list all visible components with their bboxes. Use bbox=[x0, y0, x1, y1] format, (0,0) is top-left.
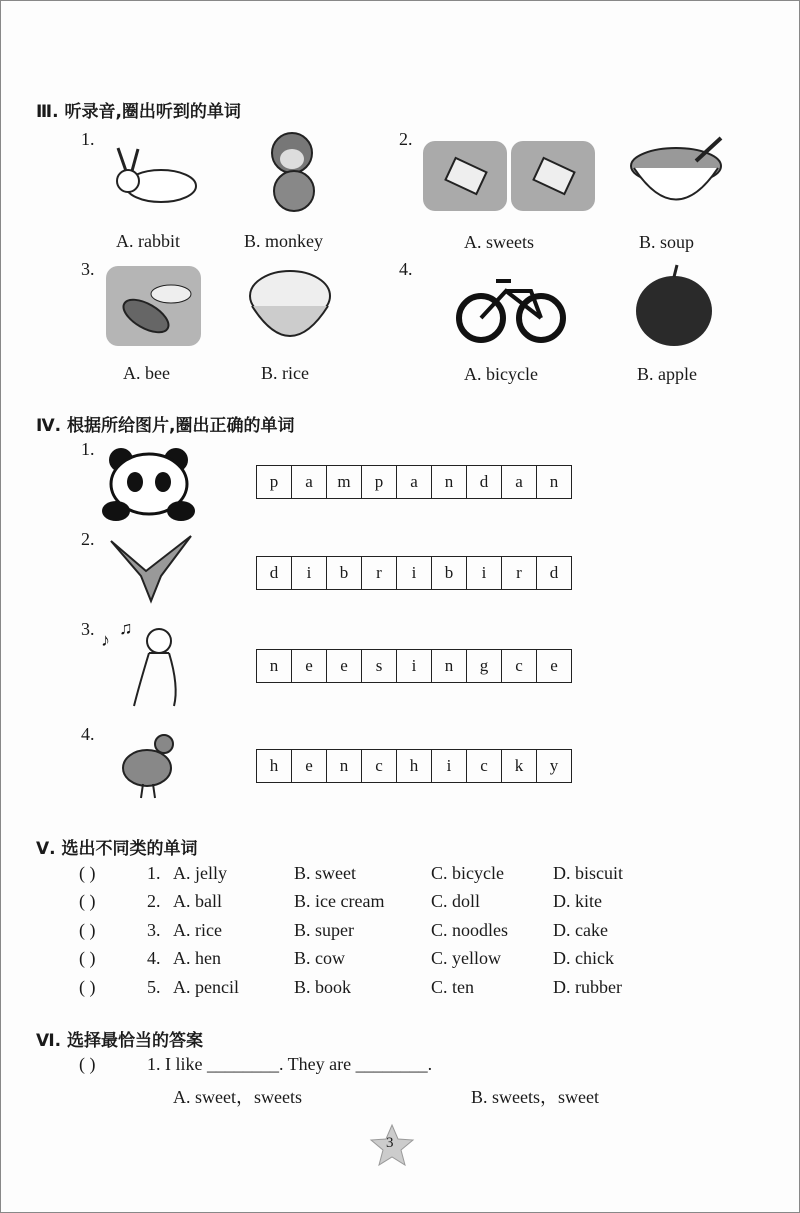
letter-cell[interactable]: a bbox=[292, 466, 327, 498]
letter-cell[interactable]: y bbox=[549, 756, 559, 775]
question-number: 4. bbox=[147, 948, 161, 968]
letter-grid-2[interactable] bbox=[256, 556, 572, 590]
letter-cell[interactable]: b bbox=[327, 557, 362, 589]
item-number: 4. bbox=[81, 724, 95, 744]
letter-cell[interactable]: n bbox=[257, 650, 292, 682]
option-d[interactable]: D. chick bbox=[553, 948, 614, 968]
letter-cell[interactable]: e bbox=[292, 650, 327, 682]
option-d[interactable]: D. kite bbox=[553, 891, 602, 911]
letter-cell[interactable]: i bbox=[397, 557, 432, 589]
letter-cell[interactable]: k bbox=[502, 750, 537, 782]
question-number: 1. bbox=[147, 863, 161, 883]
answer-blank[interactable]: ( ) bbox=[79, 920, 96, 940]
page-number: 3 bbox=[386, 1135, 394, 1151]
letter-cell[interactable]: n bbox=[327, 750, 362, 782]
singing-image bbox=[99, 616, 209, 711]
option-a[interactable]: A. rice bbox=[173, 920, 222, 940]
svg-text:♫: ♫ bbox=[119, 618, 133, 638]
option-c[interactable]: C. doll bbox=[431, 891, 481, 911]
letter-grid-1[interactable] bbox=[256, 465, 572, 499]
letter-cell[interactable]: c bbox=[467, 750, 502, 782]
option-a[interactable]: A. hen bbox=[173, 948, 221, 968]
rice-image bbox=[246, 266, 334, 348]
item-number: 1. bbox=[81, 439, 95, 459]
letter-cell[interactable]: i bbox=[432, 750, 467, 782]
answer-blank[interactable]: ( ) bbox=[79, 977, 96, 997]
option-b[interactable]: B. sweet bbox=[294, 863, 356, 883]
answer-blank[interactable]: ( ) bbox=[79, 948, 96, 968]
letter-cell[interactable]: h bbox=[397, 750, 432, 782]
option-c[interactable]: C. yellow bbox=[431, 948, 501, 968]
hen-image bbox=[119, 726, 179, 801]
section-3-title: Ⅲ. 听录音,圈出听到的单词 bbox=[36, 102, 241, 122]
option-c[interactable]: C. ten bbox=[431, 977, 474, 997]
letter-cell[interactable]: p bbox=[362, 466, 397, 498]
option-rabbit[interactable]: A. rabbit bbox=[116, 231, 180, 251]
letter-cell[interactable]: m bbox=[327, 466, 362, 498]
option-b[interactable]: B. super bbox=[294, 920, 354, 940]
letter-cell[interactable]: i bbox=[292, 557, 327, 589]
option-a[interactable]: A. jelly bbox=[173, 863, 227, 883]
letter-cell[interactable]: g bbox=[467, 650, 502, 682]
letter-cell[interactable]: c bbox=[362, 750, 397, 782]
answer-blank[interactable]: ( ) bbox=[79, 891, 96, 911]
letter-cell[interactable]: i bbox=[467, 557, 502, 589]
letter-cell[interactable]: h bbox=[257, 750, 292, 782]
rabbit-image bbox=[106, 146, 201, 206]
item-number: 2. bbox=[81, 529, 95, 549]
sweets-image bbox=[421, 139, 596, 214]
option-a[interactable]: A. sweet，sweets bbox=[173, 1087, 302, 1107]
question-number: 5. bbox=[147, 977, 161, 997]
letter-cell[interactable]: r bbox=[362, 557, 397, 589]
item-number: 3. bbox=[81, 259, 95, 279]
option-monkey[interactable]: B. monkey bbox=[244, 231, 323, 251]
letter-cell[interactable]: p bbox=[257, 466, 292, 498]
option-c[interactable]: C. noodles bbox=[431, 920, 509, 940]
option-d[interactable]: D. biscuit bbox=[553, 863, 623, 883]
question-number: 2. bbox=[147, 891, 161, 911]
answer-blank[interactable]: ( ) bbox=[79, 863, 96, 883]
letter-cell[interactable]: r bbox=[502, 557, 537, 589]
section-4-title: Ⅳ. 根据所给图片,圈出正确的单词 bbox=[36, 416, 295, 436]
item-number: 4. bbox=[399, 259, 413, 279]
letter-cell[interactable]: b bbox=[432, 557, 467, 589]
option-b[interactable]: B. sweets，sweet bbox=[471, 1087, 599, 1107]
option-d[interactable]: D. cake bbox=[553, 920, 608, 940]
letter-cell[interactable]: d bbox=[467, 466, 502, 498]
option-bicycle[interactable]: A. bicycle bbox=[464, 364, 538, 384]
panda-image bbox=[101, 446, 196, 524]
answer-blank[interactable]: ( ) bbox=[79, 1054, 96, 1074]
soup-image bbox=[626, 136, 726, 211]
bird-image bbox=[106, 531, 196, 606]
item-number: 3. bbox=[81, 619, 95, 639]
section-6-title: Ⅵ. 选择最恰当的答案 bbox=[36, 1031, 204, 1051]
option-b[interactable]: B. ice cream bbox=[294, 891, 385, 911]
letter-cell[interactable]: e bbox=[292, 750, 327, 782]
letter-cell[interactable]: n bbox=[432, 650, 467, 682]
option-bee[interactable]: A. bee bbox=[123, 363, 170, 383]
option-sweets[interactable]: A. sweets bbox=[464, 232, 534, 252]
question-text: 1. I like ________. They are ________. bbox=[147, 1054, 433, 1074]
letter-cell[interactable]: e bbox=[550, 656, 558, 675]
option-b[interactable]: B. book bbox=[294, 977, 352, 997]
bee-image bbox=[106, 266, 201, 346]
option-c[interactable]: C. bicycle bbox=[431, 863, 504, 883]
letter-grid-4[interactable] bbox=[256, 749, 572, 783]
section-5-title: Ⅴ. 选出不同类的单词 bbox=[36, 839, 198, 859]
letter-cell[interactable]: n bbox=[432, 466, 467, 498]
letter-grid-3[interactable] bbox=[256, 649, 572, 683]
letter-cell[interactable]: n bbox=[549, 472, 559, 491]
letter-cell[interactable]: s bbox=[362, 650, 397, 682]
option-d[interactable]: D. rubber bbox=[553, 977, 622, 997]
option-a[interactable]: A. pencil bbox=[173, 977, 239, 997]
option-soup[interactable]: B. soup bbox=[639, 232, 695, 252]
option-apple[interactable]: B. apple bbox=[637, 364, 697, 384]
letter-cell[interactable]: d bbox=[549, 563, 559, 582]
letter-cell[interactable]: e bbox=[327, 650, 362, 682]
letter-cell[interactable]: d bbox=[257, 557, 292, 589]
item-number: 2. bbox=[399, 129, 413, 149]
svg-text:♪: ♪ bbox=[101, 630, 110, 650]
letter-cell[interactable]: i bbox=[397, 650, 432, 682]
option-b[interactable]: B. cow bbox=[294, 948, 345, 968]
item-number: 1. bbox=[81, 129, 95, 149]
option-rice[interactable]: B. rice bbox=[261, 363, 309, 383]
letter-cell[interactable]: c bbox=[502, 650, 537, 682]
question-number: 3. bbox=[147, 920, 161, 940]
bicycle-image bbox=[456, 266, 566, 346]
apple-image bbox=[633, 263, 715, 348]
option-a[interactable]: A. ball bbox=[173, 891, 222, 911]
letter-cell[interactable]: a bbox=[397, 466, 432, 498]
monkey-image bbox=[256, 129, 328, 214]
letter-cell[interactable]: a bbox=[502, 466, 537, 498]
